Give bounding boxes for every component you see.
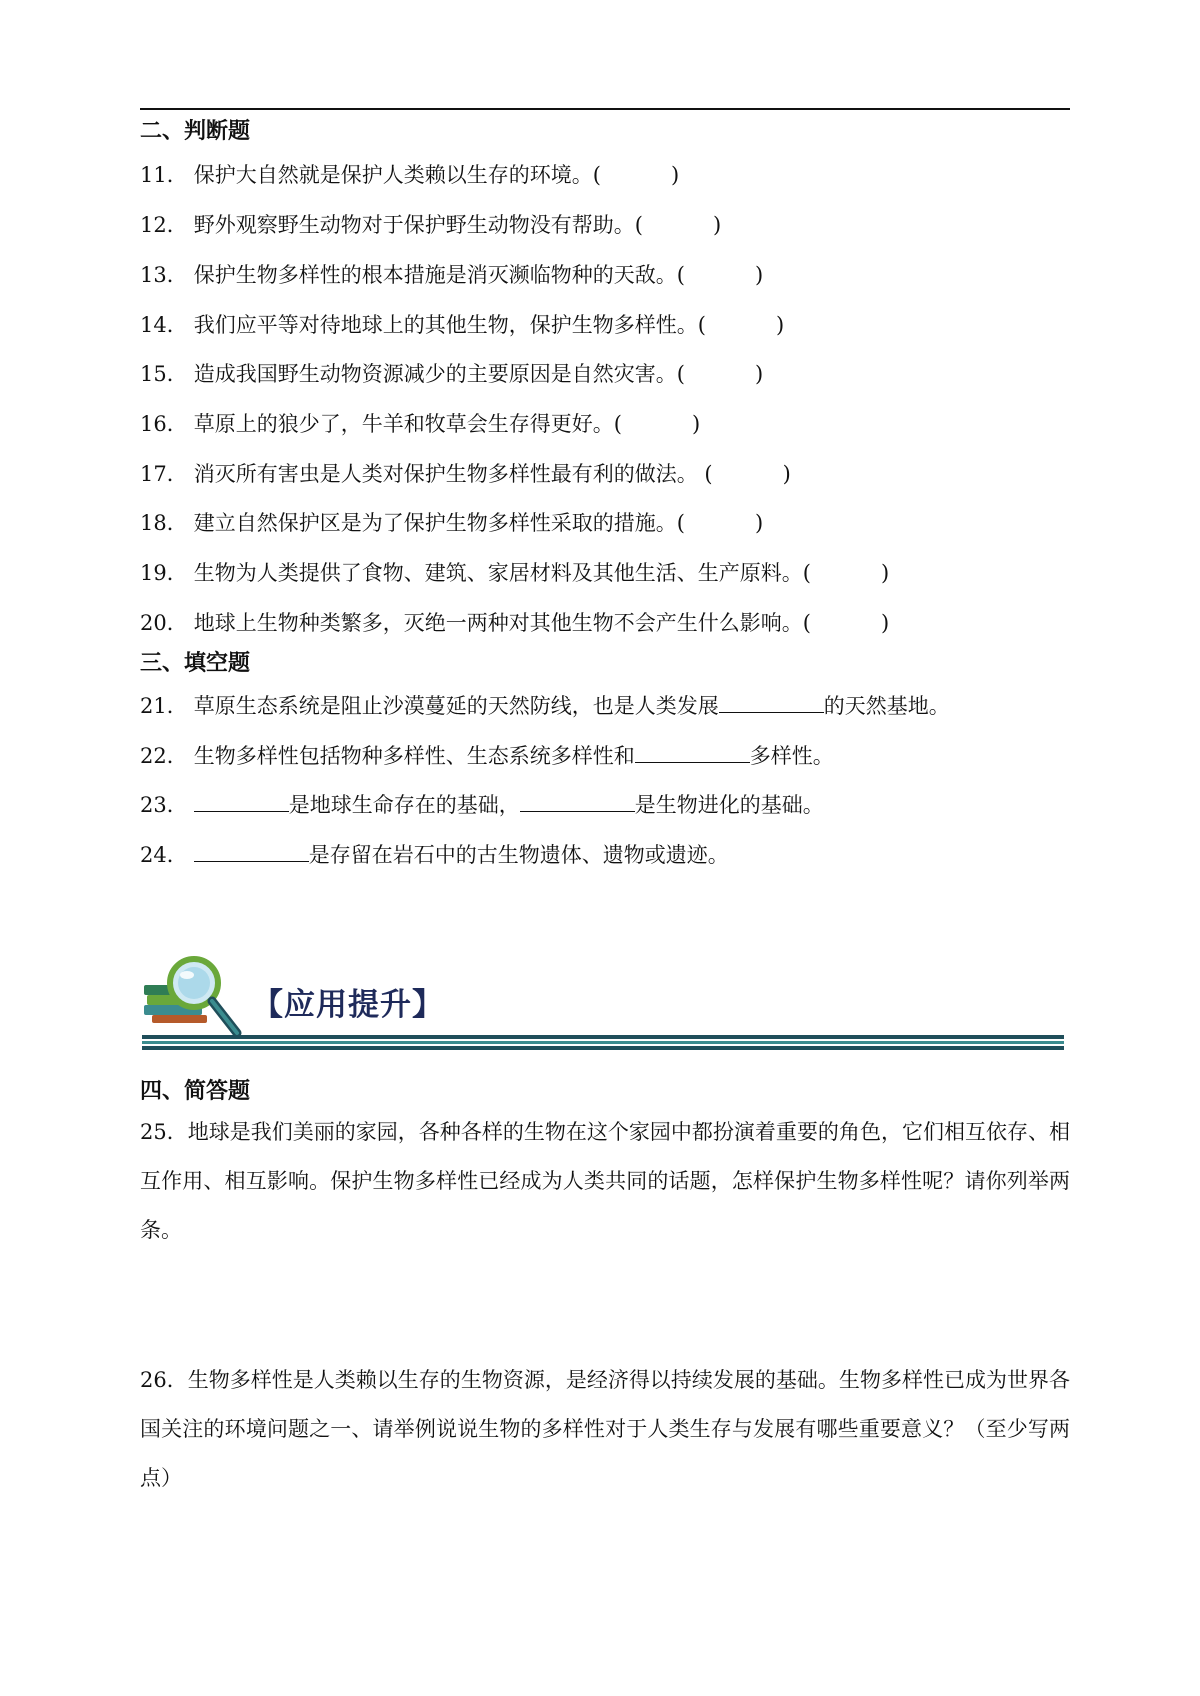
question-23 [140, 789, 824, 820]
question-20 [140, 608, 889, 638]
question-number: 24． [140, 843, 188, 867]
question-text-after: 是存留在岩石中的古生物遗体、遗物或遗迹。 [308, 843, 729, 867]
question-number: 16． [140, 412, 188, 436]
close-paren: ) [880, 611, 890, 635]
question-24 [140, 839, 729, 870]
answer-blank[interactable] [520, 789, 635, 812]
close-paren: ) [754, 263, 764, 287]
question-11 [140, 160, 679, 190]
question-text-after: 的天然基地。 [823, 694, 950, 718]
close-paren: ) [670, 163, 680, 187]
section-banner [142, 955, 1072, 1065]
question-18 [140, 508, 763, 538]
question-12 [140, 210, 721, 240]
question-text: 草原上的狼少了，牛羊和牧草会生存得更好。( [193, 412, 622, 436]
question-text: 野外观察野生动物对于保护野生动物没有帮助。( [193, 213, 643, 237]
question-number: 14． [140, 313, 188, 337]
question-21 [140, 690, 950, 721]
close-paren: ) [754, 362, 764, 386]
answer-blank[interactable] [194, 839, 309, 862]
question-number: 13． [140, 263, 188, 287]
banner-rule-top [142, 1035, 1064, 1039]
question-number: 12． [140, 213, 188, 237]
question-text-after: 是生物进化的基础。 [634, 793, 824, 817]
question-text-after: 多样性。 [749, 744, 834, 768]
question-text: 生物为人类提供了食物、建筑、家居材料及其他生活、生产原料。( [193, 561, 811, 585]
question-number: 23． [140, 793, 188, 817]
question-text: 我们应平等对待地球上的其他生物，保护生物多样性。( [193, 313, 706, 337]
close-paren: ) [754, 511, 764, 535]
banner-rule-middle [142, 1041, 1064, 1044]
section-heading-short-answer: 四、简答题 [140, 1079, 251, 1104]
close-paren: ) [782, 462, 791, 486]
close-paren: ) [775, 313, 785, 337]
question-text: 保护生物多样性的根本措施是消灭濒临物种的天敌。( [193, 263, 685, 287]
question-text-before: 生物多样性包括物种多样性、生态系统多样性和 [193, 744, 635, 768]
question-text-before: 草原生态系统是阻止沙漠蔓延的天然防线，也是人类发展 [193, 694, 719, 718]
question-number: 18． [140, 511, 188, 535]
question-number: 20． [140, 611, 188, 635]
question-number: 19． [140, 561, 188, 585]
question-text: 消灭所有害虫是人类对保护生物多样性最有利的做法。 ( [193, 462, 713, 486]
section-heading-judgement: 二、判断题 [140, 119, 251, 144]
question-13 [140, 260, 763, 290]
top-rule [140, 108, 1070, 110]
question-number: 15． [140, 362, 188, 386]
banner-rule-bottom [142, 1046, 1064, 1050]
close-paren: ) [691, 412, 701, 436]
question-15 [140, 359, 763, 389]
close-paren: ) [712, 213, 722, 237]
banner-title: 【应用提升】 [252, 987, 444, 1023]
question-text: 建立自然保护区是为了保护生物多样性采取的措施。( [193, 511, 685, 535]
question-22 [140, 740, 834, 771]
question-text: 造成我国野生动物资源减少的主要原因是自然灾害。( [193, 362, 685, 386]
magnifier-books-icon [142, 955, 252, 1045]
answer-blank[interactable] [719, 690, 824, 713]
section-heading-fill-blank: 三、填空题 [140, 651, 251, 676]
question-17 [140, 459, 791, 489]
answer-blank[interactable] [635, 740, 750, 763]
question-19 [140, 558, 889, 588]
question-number: 22． [140, 744, 188, 768]
question-14 [140, 310, 784, 340]
close-paren: ) [880, 561, 890, 585]
answer-blank[interactable] [194, 789, 289, 812]
question-number: 17． [140, 462, 188, 486]
question-number: 21． [140, 694, 188, 718]
question-text-middle: 是地球生命存在的基础， [288, 793, 520, 817]
question-number: 11． [140, 163, 188, 187]
question-text: 保护大自然就是保护人类赖以生存的环境。( [193, 163, 601, 187]
question-text: 地球上生物种类繁多，灭绝一两种对其他生物不会产生什么影响。( [193, 611, 811, 635]
question-16 [140, 409, 700, 439]
question-25: 25．地球是我们美丽的家园，各种各样的生物在这个家园中都扮演着重要的角色，它们相互依存、相互作用、相互影响。保护生物多样性已经成为人类共同的话题，怎样保护生物多样性呢？请你列举两条。 [140, 1120, 1070, 1242]
question-26: 26．生物多样性是人类赖以生存的生物资源，是经济得以持续发展的基础。生物多样性已成为世界各国关注的环境问题之一、请举例说说生物的多样性对于人类生存与发展有哪些重要意义？（至少写两点） [140, 1368, 1070, 1490]
